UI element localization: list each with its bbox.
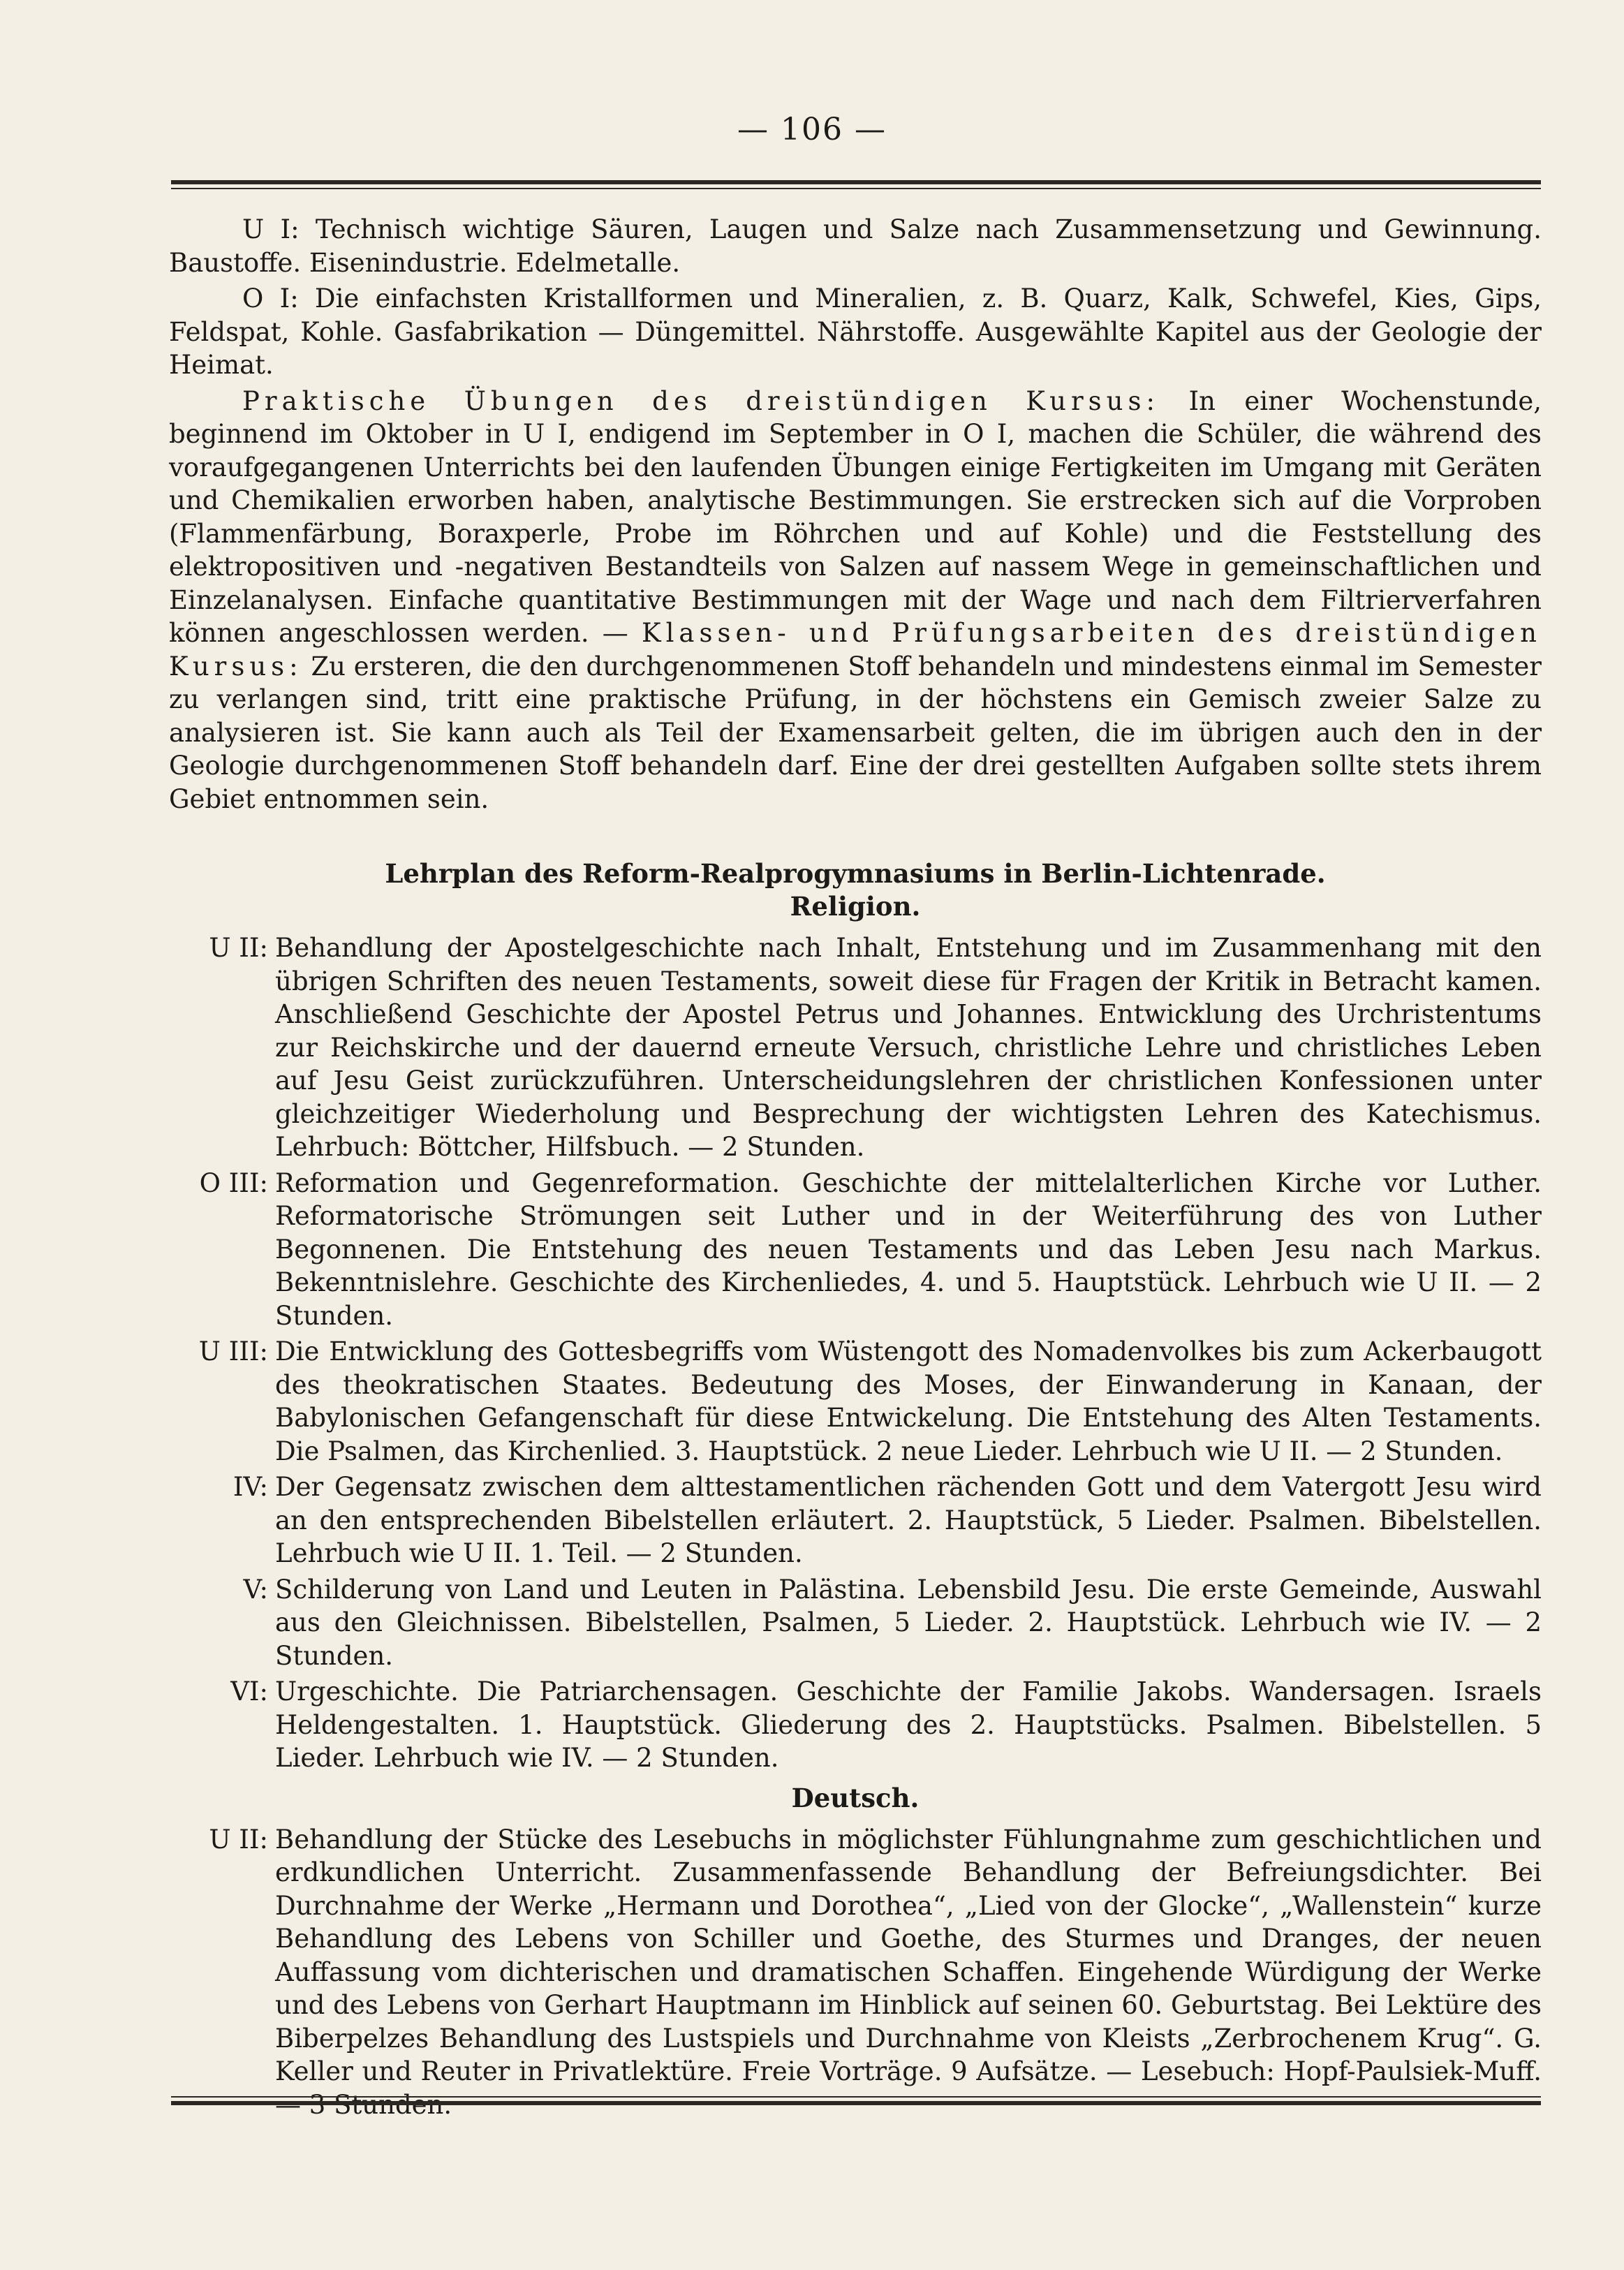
entry-text: Schilderung von Land und Leuten in Palästina. Lebensbild Jesu. Die erste Gemeinde, Auswahl aus den Gleichnissen. Bibelstellen, Psalmen, 5 Lieder. 2. Hauptstück. Lehrbuch wie IV. — 2 Stunden. [275,1574,1542,1671]
entry-label: VI: [230,1676,268,1707]
entry-label: IV: [232,1472,268,1502]
religion-entry [169,1573,1542,1673]
footer-rule-thin [171,2096,1541,2098]
deutsch-entry [169,1823,1542,2122]
header-rule-thin [171,188,1541,189]
header-rule-thick [171,180,1541,184]
intro-oi-label: O I: [242,283,299,314]
plan-title: Lehrplan des Reform-Realprogymnasiums in Berlin-Lichtenrade. [385,858,1326,889]
entry-label: U II: [209,1824,268,1855]
exam-text: Zu ersteren, die den durchgenommenen Stoff behandeln und mindestens einmal im Semester zu verlangen sind, tritt eine praktische Prüfung, in der höchstens ein Gemisch zweier Salze zu analysieren ist. Sie kann auch als Teil der Examensarbeit gelten, die im übrigen auch den in der Geologie durchgenommenen Stoff behandeln darf. Eine der drei gestellten Aufgaben sollte stets ihrem Gebiet entnommen sein. [169,651,1542,814]
entry-label: O III: [199,1167,268,1198]
practice-heading: Praktische Übungen des dreistündigen Kursus: [242,385,1160,416]
entry-text: Die Entwicklung des Gottesbegriffs vom Wüstengott des Nomadenvolkes bis zum Ackerbaugott des theokratischen Staates. Bedeutung des Moses, der Einwanderung in Kanaan, der Babylonischen Gefangenschaft für diese Entwickelung. Die Entstehung des Alten Testaments. Die Psalmen, das Kirchenlied. 3. Hauptstück. 2 neue Lieder. Lehrbuch wie U II. — 2 Stunden. [275,1336,1542,1466]
religion-entry [169,1471,1542,1570]
intro-oi-paragraph [169,282,1542,382]
religion-entry [169,1675,1542,1775]
intro-ui-label: U I: [242,214,300,244]
entry-text: Reformation und Gegenreformation. Geschichte der mittelalterlichen Kirche vor Luther. Reformatorische Strömungen seit Luther und in der Weiterführung des von Luther Begonnenen. Die Entstehung des neuen Testaments und das Leben Jesu nach Markus. Bekenntnislehre. Geschichte des Kirchenliedes, 4. und 5. Hauptstück. Lehrbuch wie U II. — 2 Stunden. [275,1167,1542,1331]
deutsch-heading: Deutsch. [791,1782,920,1813]
practice-text: In einer Wochenstunde, beginnend im Oktober in U I, endigend im September in O I, machen die Schüler, die während des voraufgegangenen Unterrichts bei den laufenden Übungen einige Fertigkeiten im Umgang mit Geräten und Chemikalien erworben haben, analytische Bestimmungen. Sie erstrecken sich auf die Vorproben (Flammenfärbung, Boraxperle, Probe im Röhrchen und auf Kohle) und die Feststellung des elektropositiven und -negativen Bestandteils von Salzen auf nassem Wege in gemeinschaftlichen und Einzelanalysen. Einfache quantitative Bestimmungen mit der Wage und nach dem Filtrierverfahren können angeschlossen werden. — [169,385,1542,648]
header-rule [171,180,1541,189]
entry-text: Behandlung der Stücke des Lesebuchs in möglichster Fühlungnahme zum geschichtlichen und erdkundlichen Unterricht. Zusammenfassende Behandlung der Befreiungsdichter. Bei Durchnahme der Werke „Hermann und Dorothea“, „Lied von der Glocke“, „Wallenstein“ kurze Behandlung des Lebens von Schiller und Goethe, des Sturmes und Dranges, der neuen Auffassung vom dichterischen und dramatischen Schaffen. Eingehende Würdigung der Werke und des Lebens von Gerhart Hauptmann im Hinblick auf seinen 60. Geburtstag. Bei Lektüre des Biberpelzes Behandlung des Lustspiels und Durchnahme von Kleists „Zerbrochenem Krug“. G. Keller und Reuter in Privatlektüre. Freie Vorträge. 9 Aufsätze. — Lesebuch: Hopf-Paulsiek-Muff. [275,1824,1542,2086]
intro-ui-text: Technisch wichtige Säuren, Laugen und Salze nach Zusammensetzung und Gewinnung. Baustoffe. Eisenindustrie. Edelmetalle. [169,214,1542,278]
religion-entry [169,1335,1542,1468]
intro-oi-text: Die einfachsten Kristallformen und Mineralien, z. B. Quarz, Kalk, Schwefel, Kies, Gips, Feldspat, Kohle. Gasfabrikation — Düngemittel. Nährstoffe. Ausgewählte Kapitel aus der Geologie der Heimat. [169,283,1542,380]
entry-label: V: [243,1574,268,1605]
religion-entry [169,931,1542,1164]
exam-heading: Klassen- und Prüfungsarbeiten des dreistündigen Kursus: [169,618,1542,681]
entry-text: Der Gegensatz zwischen dem alttestamentlichen rächenden Gott und dem Vatergott Jesu wird an den entsprechenden Bibelstellen erläutert. 2. Hauptstück, 5 Lieder. Psalmen. Bibelstellen. Lehrbuch wie U II. 1. Teil. — 2 Stunden. [275,1472,1542,1568]
entry-label: U II: [209,933,268,963]
page-number: — 106 — [737,112,887,147]
page-body [169,213,1542,2124]
religion-heading: Religion. [790,891,921,922]
footer-rule [171,2096,1541,2105]
entry-label: U III: [198,1336,268,1366]
intro-ui-paragraph [169,213,1542,279]
religion-entry [169,1167,1542,1333]
entry-text: Behandlung der Apostelgeschichte nach Inhalt, Entstehung und im Zusammenhang mit den übrigen Schriften des neuen Testaments, soweit diese für Fragen der Kritik in Betracht kamen. Anschließend Geschichte der Apostel Petrus und Johannes. Entwicklung des Urchristentums zur Reichskirche und der dauernd erneute Versuch, christliche Lehre und christliches Leben auf Jesu Geist zurückzuführen. Unterscheidungslehren der christlichen Konfessionen unter gleichzeitiger Wiederholung und Besprechung der wichtigsten Lehren des Katechismus. Lehrbuch: Böttcher, Hilfsbuch. — 2 Stunden. [275,933,1542,1162]
practice-paragraph [169,385,1542,816]
footer-rule-thick [171,2101,1541,2105]
entry-text: Urgeschichte. Die Patriarchensagen. Geschichte der Familie Jakobs. Wandersagen. Israels Heldengestalten. 1. Hauptstück. Gliederung des 2. Hauptstücks. Psalmen. Bibelstellen. 5 Lieder. Lehrbuch wie IV. — 2 Stunden. [275,1676,1542,1773]
